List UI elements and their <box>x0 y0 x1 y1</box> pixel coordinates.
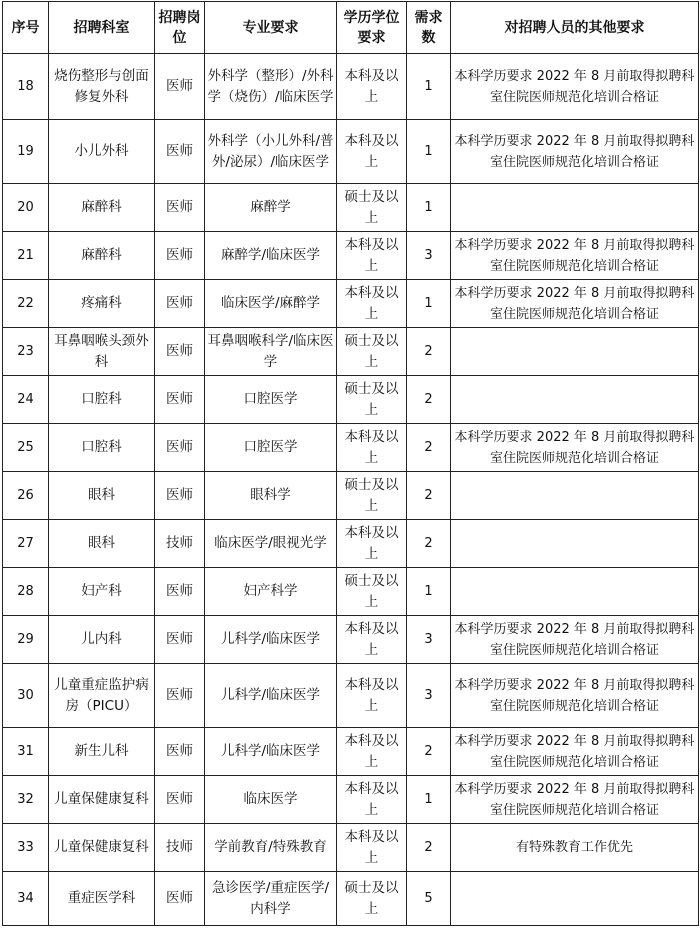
cell-degree: 硕士及以上 <box>337 184 407 232</box>
cell-index: 20 <box>3 184 49 232</box>
cell-dept: 儿童保健康复科 <box>49 824 155 872</box>
cell-count: 2 <box>407 520 451 568</box>
table-row <box>3 472 699 520</box>
cell-degree: 本科及以上 <box>337 120 407 184</box>
cell-index: 24 <box>3 376 49 424</box>
header-position: 招聘岗位 <box>155 2 205 54</box>
cell-index: 27 <box>3 520 49 568</box>
table-row <box>3 728 699 776</box>
cell-other: 本科学历要求 2022 年 8 月前取得拟聘科室住院医师规范化培训合格证 <box>451 232 699 280</box>
cell-major: 耳鼻咽喉科学/临床医学 <box>205 328 337 376</box>
cell-index: 18 <box>3 54 49 120</box>
cell-index: 26 <box>3 472 49 520</box>
cell-other <box>451 872 699 926</box>
cell-count: 1 <box>407 54 451 120</box>
cell-major: 学前教育/特殊教育 <box>205 824 337 872</box>
cell-index: 34 <box>3 872 49 926</box>
cell-degree: 硕士及以上 <box>337 376 407 424</box>
table-row <box>3 328 699 376</box>
cell-degree: 硕士及以上 <box>337 872 407 926</box>
cell-position: 医师 <box>155 728 205 776</box>
cell-dept: 口腔科 <box>49 376 155 424</box>
cell-index: 29 <box>3 616 49 664</box>
cell-other <box>451 568 699 616</box>
header-other: 对招聘人员的其他要求 <box>451 2 699 54</box>
table-row <box>3 424 699 472</box>
cell-count: 3 <box>407 232 451 280</box>
table-row <box>3 824 699 872</box>
cell-dept: 麻醉科 <box>49 232 155 280</box>
cell-position: 医师 <box>155 664 205 728</box>
cell-position: 医师 <box>155 232 205 280</box>
cell-other <box>451 328 699 376</box>
cell-index: 32 <box>3 776 49 824</box>
cell-count: 2 <box>407 824 451 872</box>
cell-dept: 眼科 <box>49 472 155 520</box>
cell-position: 医师 <box>155 328 205 376</box>
cell-position: 医师 <box>155 120 205 184</box>
cell-major: 外科学（小儿外科/普外/泌尿）/临床医学 <box>205 120 337 184</box>
header-count: 需求数 <box>407 2 451 54</box>
cell-count: 3 <box>407 664 451 728</box>
cell-count: 2 <box>407 472 451 520</box>
cell-major: 临床医学/麻醉学 <box>205 280 337 328</box>
cell-count: 2 <box>407 328 451 376</box>
cell-index: 28 <box>3 568 49 616</box>
cell-major: 麻醉学/临床医学 <box>205 232 337 280</box>
cell-major: 口腔医学 <box>205 424 337 472</box>
cell-dept: 麻醉科 <box>49 184 155 232</box>
cell-other <box>451 184 699 232</box>
cell-other <box>451 376 699 424</box>
cell-other: 本科学历要求 2022 年 8 月前取得拟聘科室住院医师规范化培训合格证 <box>451 424 699 472</box>
cell-position: 技师 <box>155 824 205 872</box>
cell-count: 1 <box>407 280 451 328</box>
cell-major: 儿科学/临床医学 <box>205 616 337 664</box>
cell-index: 21 <box>3 232 49 280</box>
table-row <box>3 616 699 664</box>
cell-other: 本科学历要求 2022 年 8 月前取得拟聘科室住院医师规范化培训合格证 <box>451 616 699 664</box>
cell-position: 医师 <box>155 54 205 120</box>
cell-dept: 小儿外科 <box>49 120 155 184</box>
cell-major: 儿科学/临床医学 <box>205 728 337 776</box>
cell-degree: 硕士及以上 <box>337 568 407 616</box>
cell-count: 2 <box>407 728 451 776</box>
header-major: 专业要求 <box>205 2 337 54</box>
cell-count: 1 <box>407 776 451 824</box>
table-row <box>3 568 699 616</box>
cell-position: 医师 <box>155 472 205 520</box>
cell-degree: 本科及以上 <box>337 728 407 776</box>
cell-major: 口腔医学 <box>205 376 337 424</box>
table-row <box>3 520 699 568</box>
cell-dept: 妇产科 <box>49 568 155 616</box>
cell-position: 医师 <box>155 872 205 926</box>
cell-other: 本科学历要求 2022 年 8 月前取得拟聘科室住院医师规范化培训合格证 <box>451 280 699 328</box>
cell-other: 本科学历要求 2022 年 8 月前取得拟聘科室住院医师规范化培训合格证 <box>451 54 699 120</box>
cell-count: 1 <box>407 568 451 616</box>
table-row <box>3 54 699 120</box>
cell-major: 儿科学/临床医学 <box>205 664 337 728</box>
cell-major: 眼科学 <box>205 472 337 520</box>
header-degree: 学历学位要求 <box>337 2 407 54</box>
cell-dept: 儿童重症监护病房（PICU） <box>49 664 155 728</box>
cell-dept: 口腔科 <box>49 424 155 472</box>
cell-dept: 眼科 <box>49 520 155 568</box>
recruitment-table <box>2 1 699 926</box>
cell-position: 医师 <box>155 568 205 616</box>
cell-major: 急诊医学/重症医学/内科学 <box>205 872 337 926</box>
cell-dept: 耳鼻咽喉头颈外科 <box>49 328 155 376</box>
header-row <box>3 2 699 54</box>
cell-count: 1 <box>407 120 451 184</box>
cell-major: 妇产科学 <box>205 568 337 616</box>
header-dept: 招聘科室 <box>49 2 155 54</box>
cell-degree: 硕士及以上 <box>337 328 407 376</box>
cell-position: 医师 <box>155 616 205 664</box>
cell-position: 医师 <box>155 424 205 472</box>
cell-degree: 本科及以上 <box>337 824 407 872</box>
cell-other: 本科学历要求 2022 年 8 月前取得拟聘科室住院医师规范化培训合格证 <box>451 120 699 184</box>
cell-index: 22 <box>3 280 49 328</box>
cell-index: 33 <box>3 824 49 872</box>
cell-position: 医师 <box>155 776 205 824</box>
table-row <box>3 872 699 926</box>
cell-count: 2 <box>407 376 451 424</box>
cell-degree: 本科及以上 <box>337 280 407 328</box>
cell-other: 本科学历要求 2022 年 8 月前取得拟聘科室住院医师规范化培训合格证 <box>451 728 699 776</box>
cell-index: 31 <box>3 728 49 776</box>
cell-count: 3 <box>407 616 451 664</box>
table-row <box>3 280 699 328</box>
cell-position: 技师 <box>155 520 205 568</box>
cell-count: 5 <box>407 872 451 926</box>
cell-degree: 本科及以上 <box>337 776 407 824</box>
cell-other: 有特殊教育工作优先 <box>451 824 699 872</box>
cell-index: 19 <box>3 120 49 184</box>
cell-other: 本科学历要求 2022 年 8 月前取得拟聘科室住院医师规范化培训合格证 <box>451 776 699 824</box>
cell-index: 25 <box>3 424 49 472</box>
cell-index: 30 <box>3 664 49 728</box>
table-row <box>3 120 699 184</box>
cell-dept: 疼痛科 <box>49 280 155 328</box>
cell-dept: 新生儿科 <box>49 728 155 776</box>
cell-other: 本科学历要求 2022 年 8 月前取得拟聘科室住院医师规范化培训合格证 <box>451 664 699 728</box>
cell-count: 2 <box>407 424 451 472</box>
cell-position: 医师 <box>155 184 205 232</box>
cell-count: 1 <box>407 184 451 232</box>
cell-major: 外科学（整形）/外科学（烧伤）/临床医学 <box>205 54 337 120</box>
table-row <box>3 232 699 280</box>
cell-degree: 本科及以上 <box>337 664 407 728</box>
cell-degree: 本科及以上 <box>337 520 407 568</box>
cell-degree: 本科及以上 <box>337 424 407 472</box>
cell-dept: 烧伤整形与创面修复外科 <box>49 54 155 120</box>
cell-position: 医师 <box>155 376 205 424</box>
cell-dept: 儿内科 <box>49 616 155 664</box>
cell-major: 临床医学 <box>205 776 337 824</box>
table-row <box>3 776 699 824</box>
cell-major: 临床医学/眼视光学 <box>205 520 337 568</box>
cell-dept: 儿童保健康复科 <box>49 776 155 824</box>
header-index: 序号 <box>3 2 49 54</box>
table-row <box>3 664 699 728</box>
cell-index: 23 <box>3 328 49 376</box>
cell-position: 医师 <box>155 280 205 328</box>
cell-other <box>451 520 699 568</box>
cell-degree: 本科及以上 <box>337 232 407 280</box>
table-row <box>3 376 699 424</box>
cell-other <box>451 472 699 520</box>
cell-dept: 重症医学科 <box>49 872 155 926</box>
cell-degree: 本科及以上 <box>337 54 407 120</box>
cell-major: 麻醉学 <box>205 184 337 232</box>
cell-degree: 硕士及以上 <box>337 472 407 520</box>
table-row <box>3 184 699 232</box>
cell-degree: 本科及以上 <box>337 616 407 664</box>
